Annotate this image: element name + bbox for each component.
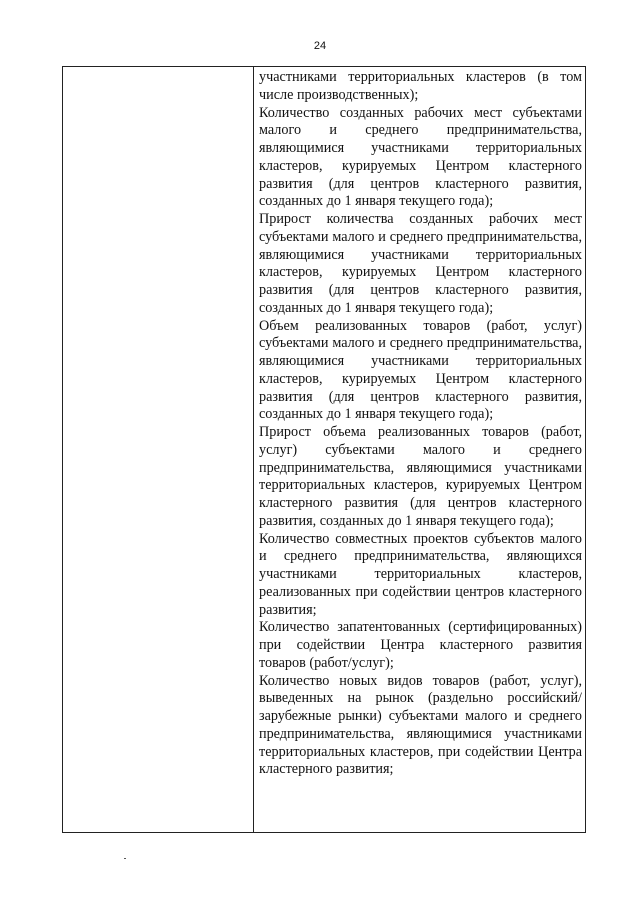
table-left-cell xyxy=(63,67,254,832)
indicator-entry: Объем реализованных товаров (работ, услуг) субъектами малого и среднего предпринимательства, являющимися участниками территориальных кластеров, курируемых Центром кластерного развития (для центров кластерного развития, созданных до 1 января текущего года); xyxy=(259,317,582,423)
page-number: 24 xyxy=(313,40,327,52)
indicator-entry: Прирост объема реализованных товаров (работ, услуг) субъектами малого и среднего предпринимательства, являющимися участниками территориальных кластеров, курируемых Центром кластерного развития (для центров кластерного развития, созданных до 1 января текущего года); xyxy=(259,424,582,529)
table-right-cell xyxy=(259,69,582,779)
scan-speck xyxy=(124,858,126,859)
indicator-entry: Прирост количества созданных рабочих мест субъектами малого и среднего предпринимательства, являющимися участниками территориальных кластеров, курируемых Центром кластерного развития (для центров кластерного развития, созданных до 1 января текущего года); xyxy=(259,211,582,316)
indicator-entry: Количество запатентованных (сертифицированных) при содействии Центра кластерного развития товаров (работ/услуг); xyxy=(259,619,582,671)
document-table xyxy=(62,66,586,833)
indicator-entry: Количество созданных рабочих мест субъектами малого и среднего предпринимательства, являющимися участниками территориальных кластеров, курируемых Центром кластерного развития (для центров кластерного развития, созданных до 1 января текущего года); xyxy=(259,104,582,210)
indicator-entry: Количество совместных проектов субъектов малого и среднего предпринимательства, являющихся участниками территориальных кластеров, реализованных при содействии центров кластерного развития; xyxy=(259,530,582,618)
indicator-entry: участниками территориальных кластеров (в том числе производственных); xyxy=(259,69,582,103)
indicator-entry: Количество новых видов товаров (работ, услуг), выведенных на рынок (раздельно российский/зарубежные рынки) субъектами малого и среднего предпринимательства, являющимися участниками территориальных кластеров, при содействии Центра кластерного развития; xyxy=(259,672,582,778)
